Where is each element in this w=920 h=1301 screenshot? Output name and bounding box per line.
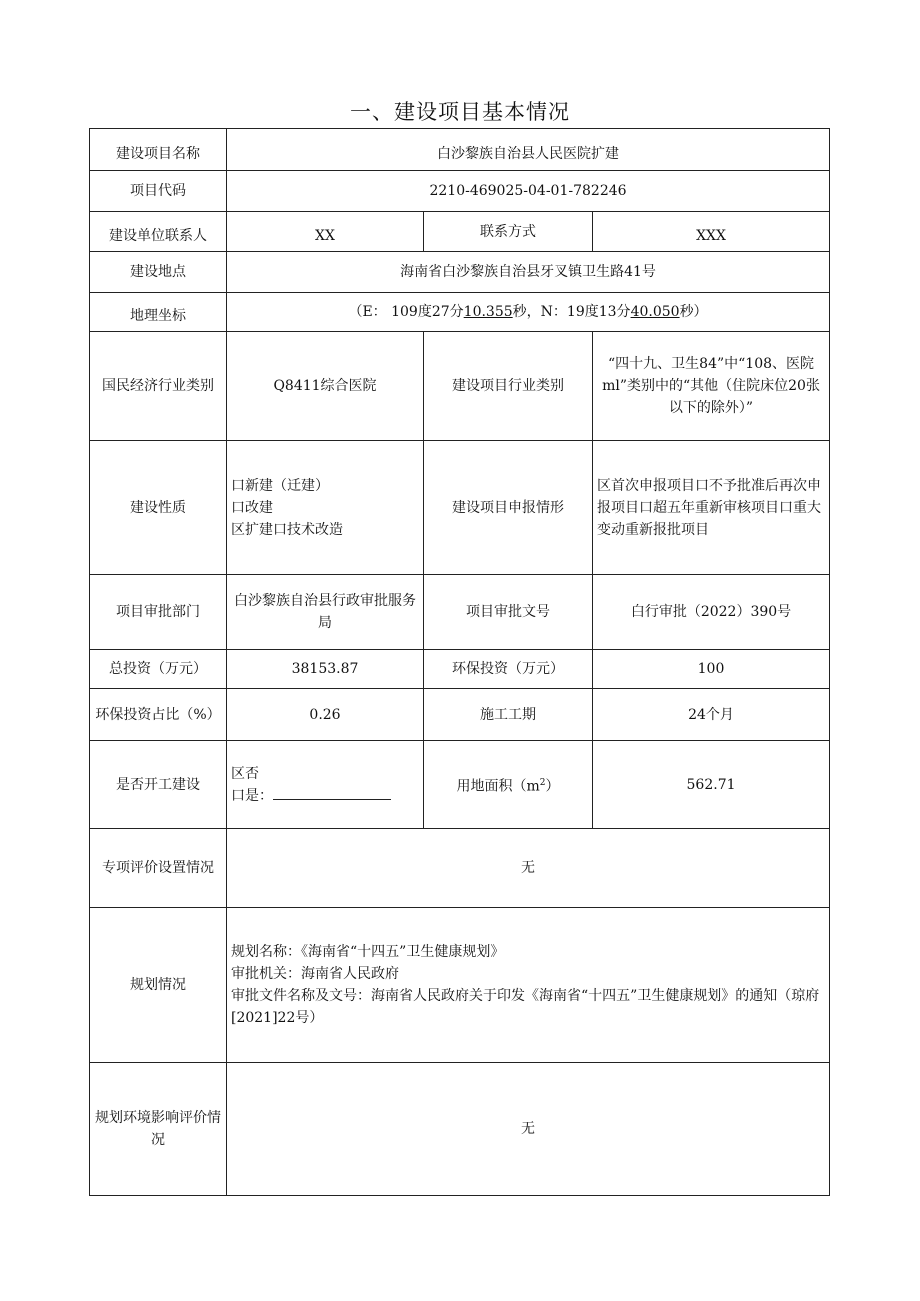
value-project-industry: “四十九、卫生84”中“108、医院ml”类别中的“其他（住院床位20张以下的除外）”	[593, 332, 830, 441]
row-coordinates	[90, 293, 830, 332]
value-special-eval: 无	[227, 829, 830, 908]
value-land-area: 562.71	[593, 741, 830, 829]
row-special-eval	[90, 829, 830, 908]
label-coordinates: 地理坐标	[90, 293, 227, 332]
value-env-ratio: 0.26	[227, 689, 424, 741]
value-location: 海南省白沙黎族自治县牙叉镇卫生路41号	[227, 252, 830, 293]
value-declaration: 区首次申报项目口不予批准后再次申报项目口超五年重新审核项目口重大变动重新报批项目	[593, 441, 830, 575]
coord-mid: 秒，N：19度13分	[512, 304, 631, 320]
nature-option-rebuild: 口改建	[231, 499, 273, 516]
row-industry	[90, 332, 830, 441]
planning-name: 规划名称：《海南省“十四五”卫生健康规划》	[231, 944, 505, 960]
row-contact	[90, 212, 830, 252]
label-contact: 建设单位联系人	[90, 212, 227, 252]
value-nature	[227, 441, 424, 575]
label-started: 是否开工建设	[90, 741, 227, 829]
value-construction-period: 24个月	[593, 689, 830, 741]
row-project-name	[90, 129, 830, 171]
planning-authority: 审批机关：海南省人民政府	[231, 966, 399, 982]
label-declaration: 建设项目申报情形	[424, 441, 593, 575]
label-construction-period: 施工工期	[424, 689, 593, 741]
label-industry: 国民经济行业类别	[90, 332, 227, 441]
label-project-name: 建设项目名称	[90, 129, 227, 171]
label-land-area: 用地面积$(m^2)$	[424, 741, 593, 829]
value-planning	[227, 908, 830, 1063]
value-env-investment: 100	[593, 650, 830, 689]
coord-prefix: （E： 109度27分	[348, 304, 464, 320]
coord-n-seconds: 40.050	[630, 304, 680, 320]
label-total-investment: 总投资（万元）	[90, 650, 227, 689]
planning-document: 审批文件名称及文号：海南省人民政府关于印发《海南省“十四五”卫生健康规划》的通知（琼府[2021]22号）	[231, 988, 820, 1026]
label-project-code: 项目代码	[90, 171, 227, 212]
value-contact-method: XXX	[593, 212, 830, 252]
value-total-investment: 38153.87	[227, 650, 424, 689]
row-started	[90, 741, 830, 829]
value-project-code: 2210-469025-04-01-782246	[227, 171, 830, 212]
value-approval-number: 白行审批（2022）390号	[593, 575, 830, 650]
row-investment	[90, 650, 830, 689]
nature-option-new: 口新建（迁建）	[231, 477, 329, 494]
value-industry: Q8411综合医院	[227, 332, 424, 441]
row-nature	[90, 441, 830, 575]
value-contact: XX	[227, 212, 424, 252]
label-env-ratio: 环保投资占比（%）	[90, 689, 227, 741]
label-planning-env: 规划环境影响评价情况	[90, 1063, 227, 1196]
started-blank-line	[273, 785, 391, 800]
value-planning-env: 无	[227, 1063, 830, 1196]
label-planning: 规划情况	[90, 908, 227, 1063]
row-project-code	[90, 171, 830, 212]
label-project-industry: 建设项目行业类别	[424, 332, 593, 441]
label-location: 建设地点	[90, 252, 227, 293]
label-approval-dept: 项目审批部门	[90, 575, 227, 650]
value-project-name: 白沙黎族自治县人民医院扩建	[227, 129, 830, 171]
label-contact-method: 联系方式	[424, 212, 593, 252]
nature-option-expand: 区扩建口技术改造	[231, 521, 343, 538]
label-nature: 建设性质	[90, 441, 227, 575]
value-started	[227, 741, 424, 829]
coord-suffix: 秒）	[679, 304, 708, 320]
project-info-table	[89, 128, 830, 1196]
page-title: 一、建设项目基本情况	[350, 100, 570, 124]
row-ratio	[90, 689, 830, 741]
value-approval-dept: 白沙黎族自治县行政审批服务局	[227, 575, 424, 650]
label-env-investment: 环保投资（万元）	[424, 650, 593, 689]
started-option-yes: 口是：	[231, 785, 419, 807]
coord-e-seconds: 10.355	[463, 304, 513, 320]
row-planning	[90, 908, 830, 1063]
label-special-eval: 专项评价设置情况	[90, 829, 227, 908]
row-planning-env	[90, 1063, 830, 1196]
started-option-no: 区否	[231, 765, 259, 782]
label-approval-number: 项目审批文号	[424, 575, 593, 650]
row-approval	[90, 575, 830, 650]
value-coordinates	[227, 293, 830, 332]
row-location	[90, 252, 830, 293]
